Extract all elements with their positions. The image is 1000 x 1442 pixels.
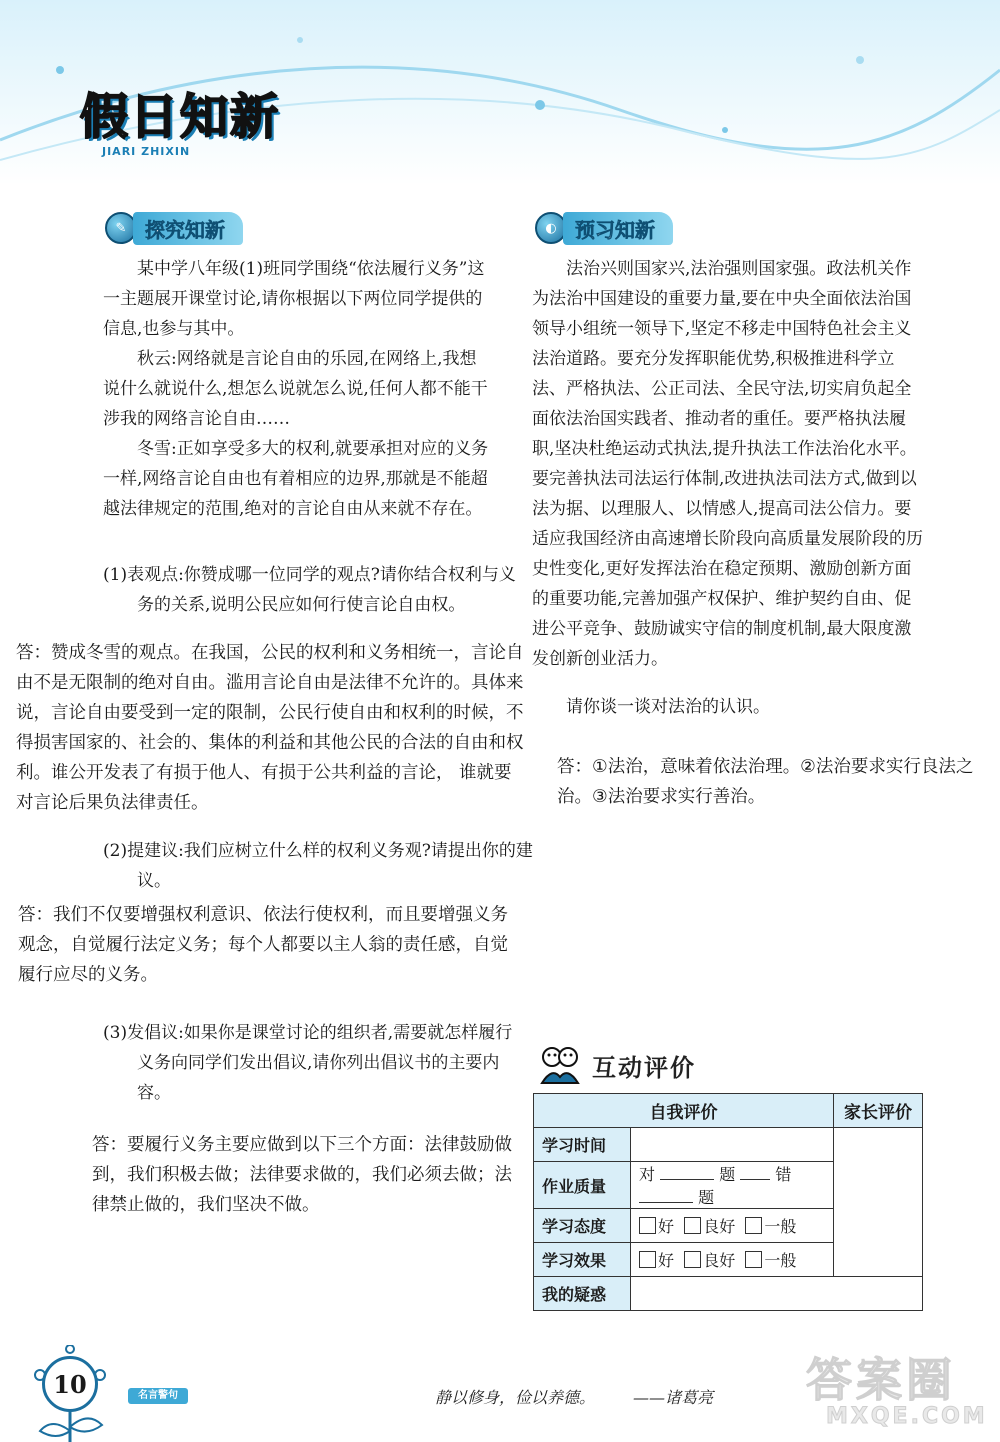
row-label-effect: 学习效果 xyxy=(534,1243,631,1277)
answer-2: 答：我们不仅要增强权利意识、依法行使权利，而且要增强义务观念，自觉履行法定义务；每个人都要以主人翁的责任感，自觉履行应尽的义务。 xyxy=(18,905,508,985)
effect-fine-label: 良好 xyxy=(703,1251,736,1270)
rule-of-law-paragraph: 法治兴则国家兴,法治强则国家强。政法机关作为法治中国建设的重要力量,要在中央全面依法治国领导小组统一领导下,坚定不移走中国特色社会主义法治道路。要充分发挥职能优势,积极推进科学立法、严格执法、公正司法、全民守法,切实肩负起全面依法治国实践者、推动者的重任。要严格执法履职,坚决杜绝运动式执法,提升执法工作法治化水平。要完善执法司法运行体制,改进执法司法方式,做到以法为据、以理服人、以情感人,提高司法公信力。要适应我国经济由高速增长阶段向高质量发展阶段的历史性变化,更好发挥法治在稳定预期、激励创新方面的重要功能,完善加强产权保护、维护契约自由、促进公平竞争、鼓励诚实守信的制度机制,最大限度激发创新创业活力。 xyxy=(532,259,923,669)
row-label-doubts: 我的疑惑 xyxy=(534,1277,631,1311)
right-answer: 答：①法治，意味着依法治理。②法治要求实行良法之治。③法治要求实行善治。 xyxy=(557,757,974,807)
row-label-attitude: 学习态度 xyxy=(534,1209,631,1243)
doubts-field[interactable] xyxy=(631,1277,923,1311)
attitude-options xyxy=(631,1209,834,1243)
section-label-preview: 预习知新 xyxy=(563,212,673,245)
attitude-good-checkbox[interactable] xyxy=(639,1217,656,1234)
parent-eval-header: 家长评价 xyxy=(834,1094,923,1128)
dongxue-paragraph: 冬雪:正如享受多大的权利,就要承担对应的义务一样,网络言论自由也有着相应的边界,那就是不能超越法律规定的范围,绝对的言论自由从来就不存在。 xyxy=(103,439,489,519)
spacer-blank xyxy=(740,1165,770,1180)
attitude-fine-checkbox[interactable] xyxy=(684,1217,701,1234)
question-2: (2)提建议:我们应树立什么样的权利义务观?请提出你的建议。 xyxy=(103,841,533,891)
watermark xyxy=(806,1353,988,1430)
attitude-good-label: 好 xyxy=(658,1217,675,1236)
intro-paragraph: 某中学八年级(1)班同学围绕“依法履行义务”这一主题展开课堂讨论,请你根据以下两位同学提供的信息,也参与其中。 xyxy=(103,259,485,339)
question-3: (3)发倡议:如果你是课堂讨论的组织者,需要就怎样履行义务向同学们发出倡议,请你列出倡议书的主要内容。 xyxy=(103,1023,513,1103)
wrong-count-blank[interactable] xyxy=(639,1188,693,1203)
pencil-icon: ✎ xyxy=(105,212,137,244)
logo-title: 假日知新 xyxy=(80,89,281,145)
attitude-ok-label: 一般 xyxy=(764,1217,797,1236)
quality-wrong-label: 错 xyxy=(775,1165,792,1184)
quote-author: ——诸葛亮 xyxy=(633,1388,714,1407)
footer-quote xyxy=(435,1385,713,1408)
correct-count-blank[interactable] xyxy=(660,1165,714,1180)
effect-good-label: 好 xyxy=(658,1251,675,1270)
effect-options xyxy=(631,1243,834,1277)
watermark-text: 答案圈 xyxy=(806,1353,956,1407)
section-badge-explore xyxy=(105,213,243,243)
attitude-ok-checkbox[interactable] xyxy=(745,1217,762,1234)
effect-good-checkbox[interactable] xyxy=(639,1251,656,1268)
quote-tag: 名言警句 xyxy=(128,1388,188,1404)
qiuyun-paragraph: 秋云:网络就是言论自由的乐园,在网络上,我想说什么就说什么,想怎么说就怎么说,任何人都不能干涉我的网络言论自由…… xyxy=(103,349,488,429)
book-icon: ◐ xyxy=(535,212,567,244)
answer-3: 答：要履行义务主要应做到以下三个方面：法律鼓励做到，我们积极去做；法律要求做的，我们必须去做；法律禁止做的，我们坚决不做。 xyxy=(92,1135,512,1215)
quality-field[interactable] xyxy=(631,1162,834,1209)
quote-text: 静以修身，俭以养德。 xyxy=(435,1388,596,1407)
logo xyxy=(80,78,280,158)
effect-fine-checkbox[interactable] xyxy=(684,1251,701,1268)
parent-eval-field[interactable] xyxy=(834,1128,923,1277)
section-label-explore: 探究知新 xyxy=(133,212,243,245)
right-passage xyxy=(532,254,924,674)
quality-correct-label: 对 xyxy=(639,1165,656,1184)
evaluation-title: 互动评价 xyxy=(592,1053,696,1082)
row-label-quality: 作业质量 xyxy=(534,1162,631,1209)
question-1: (1)表观点:你赞成哪一位同学的观点?请你结合权利与义务的关系,说明公民应如何行使言论自由权。 xyxy=(103,565,516,615)
row-label-time: 学习时间 xyxy=(534,1128,631,1162)
logo-pinyin: JIARI ZHIXIN xyxy=(102,145,191,158)
effect-ok-checkbox[interactable] xyxy=(745,1251,762,1268)
quality-question-label-2: 题 xyxy=(698,1188,715,1207)
section-badge-preview xyxy=(535,213,673,243)
time-field[interactable] xyxy=(631,1128,834,1162)
quality-question-label: 题 xyxy=(719,1165,736,1184)
left-passage xyxy=(103,254,493,524)
right-prompt: 请你谈一谈对法治的认识。 xyxy=(566,697,770,717)
page-number: 10 xyxy=(42,1356,98,1412)
attitude-fine-label: 良好 xyxy=(703,1217,736,1236)
answer-1: 答：赞成冬雪的观点。在我国，公民的权利和义务相统一，言论自由不是无限制的绝对自由。滥用言论自由是法律不允许的。具体来说，言论自由要受到一定的限制，公民行使自由和权利的时候，不得损害国家的、社会的、集体的利益和其他公民的合法的自由和权利。谁公开发表了有损于他人、有损于公共利益的言论， 谁就要对言论后果负法律责任。 xyxy=(16,643,524,813)
evaluation-table xyxy=(533,1093,923,1311)
evaluation-heading xyxy=(538,1043,696,1087)
effect-ok-label: 一般 xyxy=(764,1251,797,1270)
students-icon xyxy=(538,1043,582,1087)
watermark-url: MXQE.COM xyxy=(826,1404,988,1429)
self-eval-header: 自我评价 xyxy=(534,1094,834,1128)
